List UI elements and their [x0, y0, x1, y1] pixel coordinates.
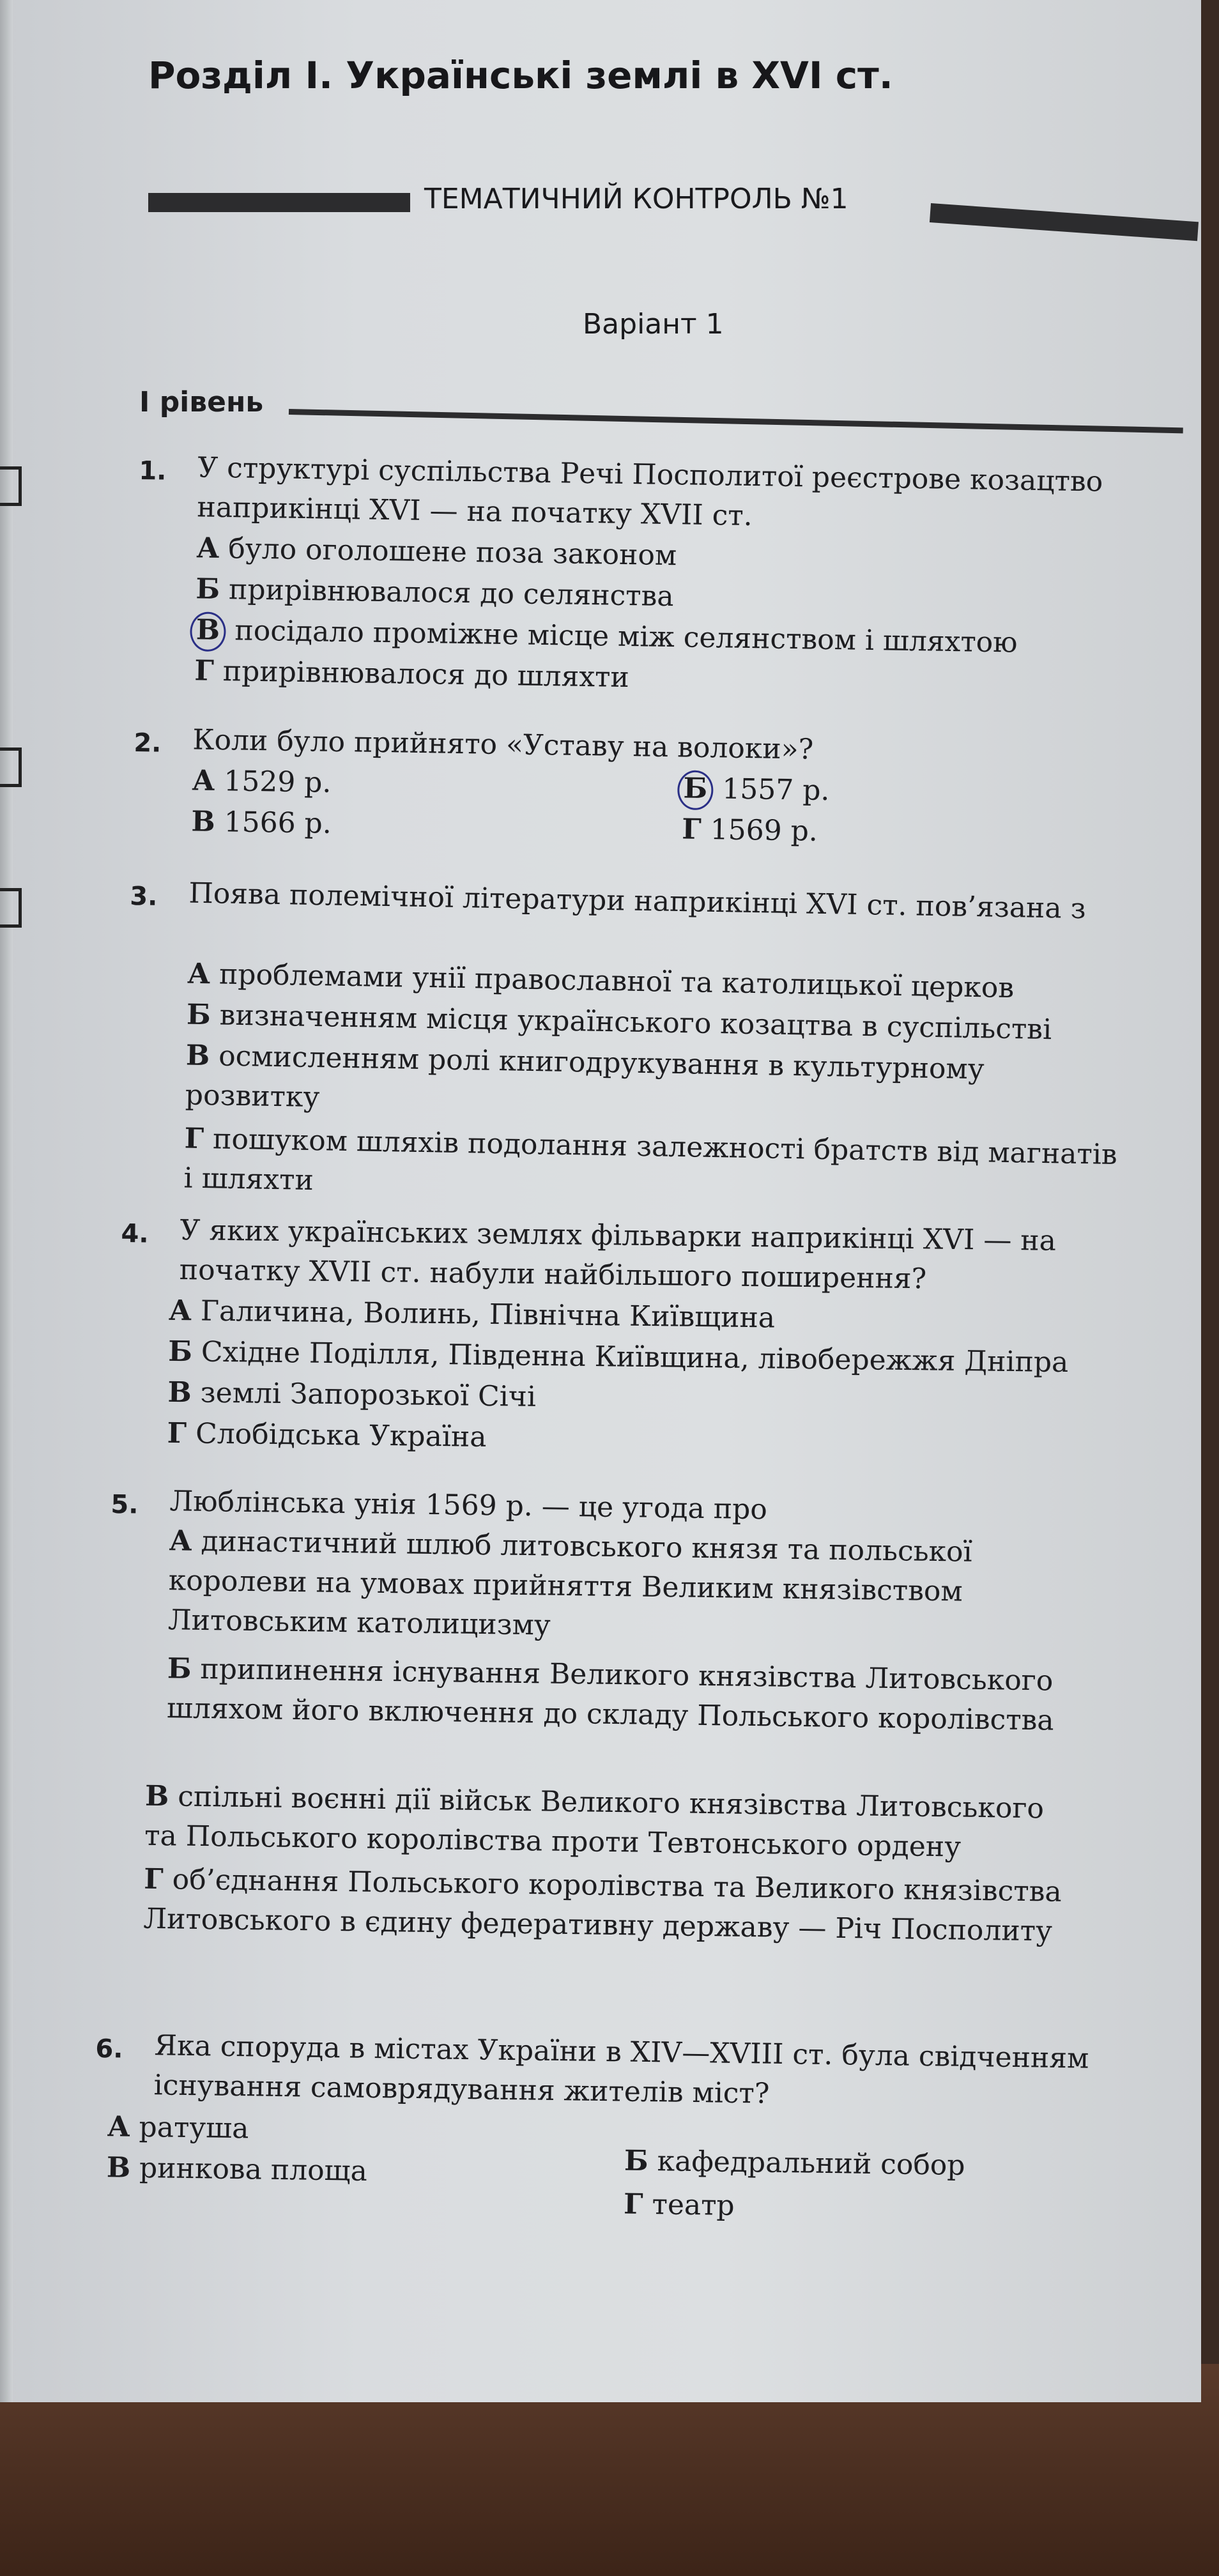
option[interactable]: А 1529 р.: [192, 764, 332, 799]
option[interactable]: Г пошуком шляхів подолання залежності братств від магнатів і шляхти: [183, 1122, 1118, 1197]
question-number: 1.: [139, 456, 167, 486]
option[interactable]: Б прирівнювалося до селянства: [195, 572, 675, 613]
header-bar-left: [148, 193, 410, 212]
option[interactable]: В 1566 р.: [191, 805, 332, 840]
variant-label: Варіант 1: [583, 308, 724, 341]
option[interactable]: Г 1569 р.: [682, 813, 818, 848]
margin-box-mark: [0, 466, 22, 506]
question-text: Поява полемічної літератури наприкінці XVI ст. пов’язана з: [188, 877, 1087, 926]
option[interactable]: Г театр: [623, 2188, 735, 2222]
option[interactable]: Г Слобідська Україна: [167, 1416, 487, 1454]
header-bar-right: [930, 203, 1199, 241]
circled-answer-mark: Б: [677, 770, 714, 810]
option[interactable]: Б припинення існування Великого князівства Литовського шляхом його включення до складу Польського королівства: [166, 1652, 1054, 1737]
margin-box-mark: [0, 747, 22, 787]
option[interactable]: В землі Запорозької Січі: [167, 1376, 537, 1413]
option[interactable]: А проблемами унії православної та католицької церков: [187, 957, 1015, 1005]
question-text: Люблінська унія 1569 р. — це угода про: [169, 1485, 768, 1526]
option[interactable]: Б кафедральний собор: [624, 2144, 965, 2182]
question-text: Яка споруда в містах України в XIV—XVIII ст. була свідченням існування самоврядування жителів міст?: [153, 2029, 1089, 2110]
option[interactable]: А ратуша: [107, 2110, 249, 2145]
option[interactable]: В ринкова площа: [106, 2151, 368, 2188]
circled-answer-mark: В: [190, 611, 226, 652]
option[interactable]: Б визначенням місця українського козацтва в суспільстві: [186, 998, 1052, 1046]
question-number: 2.: [134, 728, 162, 758]
option[interactable]: Г об’єднання Польського королівства та Великого князівства Литовського в єдину федеративну державу — Річ Посполиту: [143, 1862, 1062, 1948]
option[interactable]: В спільні воєнні дії військ Великого князівства Литовського та Польського королівства проти Тевтонського ордену: [144, 1779, 1045, 1864]
question-text: У яких українських землях фільварки наприкінці XVI — на початку XVII ст. набули найбільшого поширення?: [179, 1214, 1057, 1296]
option[interactable]: А династичний шлюб литовського князя та польської королеви на умовах прийняття Великим князівством Литовським католицизму: [167, 1524, 973, 1642]
question-number: 3.: [129, 881, 158, 912]
question-number: 5.: [111, 1489, 139, 1520]
option[interactable]: В осмисленням ролі книгодрукування в культурному розвитку: [185, 1039, 985, 1114]
page-left-edge: [0, 0, 13, 2402]
option[interactable]: А було оголошене поза законом: [196, 532, 677, 572]
option[interactable]: Г прирівнювалося до шляхти: [194, 654, 630, 694]
question-number: 4.: [121, 1218, 149, 1249]
question-text: Коли було прийнято «Уставу на волоки»?: [192, 723, 814, 766]
question-text: У структурі суспільства Речі Посполитої реєстрове козацтво наприкінці XVI — на початку XVII ст.: [197, 451, 1103, 533]
option[interactable]: Б Східне Поділля, Південна Київщина, лівобережжя Дніпра: [167, 1335, 1069, 1379]
level-label: І рівень: [139, 386, 264, 418]
option[interactable]: А Галичина, Волинь, Північна Київщина: [168, 1294, 776, 1335]
chapter-title: Розділ І. Українські землі в XVI ст.: [148, 54, 893, 97]
question-number: 6.: [95, 2034, 123, 2064]
level-underline: [289, 409, 1183, 433]
option-selected[interactable]: Б 1557 р.: [682, 769, 830, 813]
margin-box-mark: [0, 888, 22, 928]
section-header: ТЕМАТИЧНИЙ КОНТРОЛЬ №1: [424, 183, 848, 215]
option-selected[interactable]: В посідало проміжне місце між селянством і шляхтою: [195, 610, 1018, 664]
